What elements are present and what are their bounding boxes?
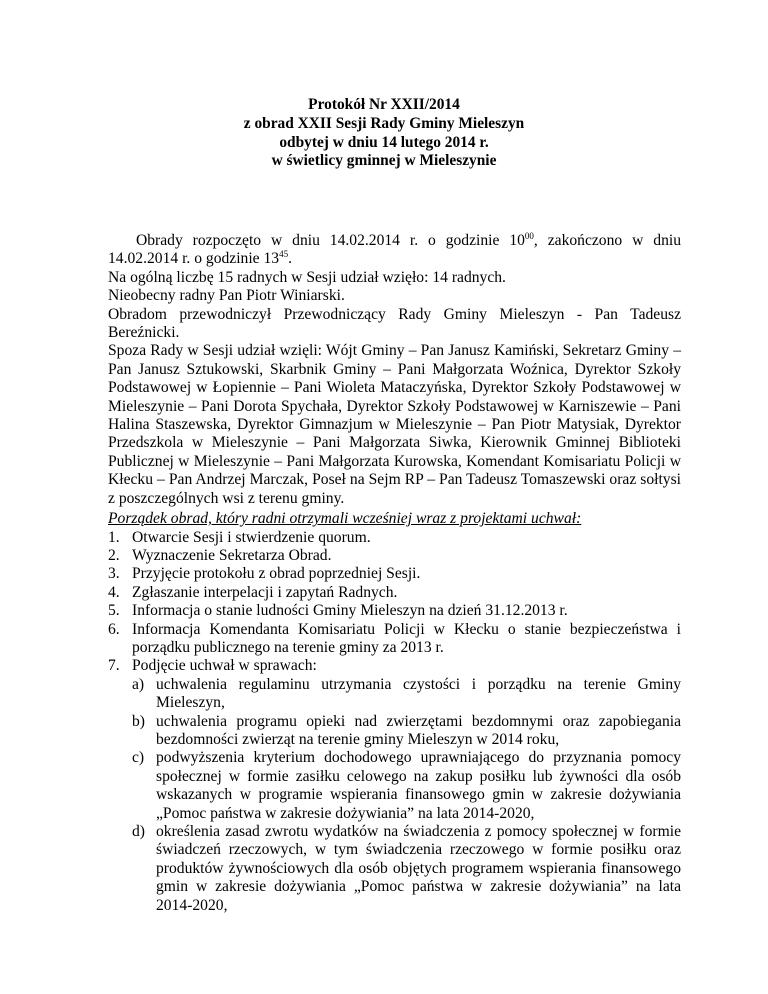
- agenda-item: 4. Zgłaszanie interpelacji i zapytań Radnych.: [108, 583, 398, 601]
- agenda-item: 6. Informacja Komendanta Komisariatu Policji w Kłecku o stanie bezpieczeństwa i porządku publicznego na terenie gminy za 2013 r.: [108, 620, 681, 656]
- title-line-3: odbytej w dniu 14 lutego 2014 r.: [279, 133, 489, 151]
- document-body: [108, 232, 681, 915]
- resolution-subitem: b) uchwalenia programu opieki nad zwierzętami bezdomnymi oraz zapobiegania bezdomności zwierząt na terenie gminy Mieleszyn w 2014 roku,: [132, 712, 681, 748]
- absence-paragraph: Nieobecny radny Pan Piotr Winiarski.: [108, 287, 345, 305]
- agenda-item: 1. Otwarcie Sesji i stwierdzenie quorum.: [108, 528, 371, 546]
- resolution-subitem: a) uchwalenia regulaminu utrzymania czystości i porządku na terenie Gminy Mieleszyn,: [132, 675, 681, 712]
- start-minutes: 00: [524, 231, 534, 241]
- resolution-sublist: [132, 676, 681, 915]
- title-line-2: z obrad XXII Sesji Rady Gminy Mieleszyn: [243, 114, 525, 132]
- agenda-item: 2. Wyznaczenie Sekretarza Obrad.: [108, 546, 332, 564]
- agenda-item: 3. Przyjęcie protokołu z obrad poprzedniej Sesji.: [108, 565, 421, 583]
- agenda-item: 7. Podjęcie uchwał w sprawach: a) uchwalenia regulaminu utrzymania czystości i porządku na terenie Gminy Mieleszyn, b) uchwalenia programu opieki nad zwierzętami bezdomnymi oraz zapobiegania bezdomności zwierząt na terenie gminy Mieleszyn w 2014 roku, c) podwyższenia kryterium dochodowego uprawniającego do przyznania pomocy społecznej w formie zasiłku celowego na zakup posiłku lub żywności dla osób wskazanych w programie wspierania finansowego gmin w zakresie dożywiania „Pomoc państwa w zakresie dożywiania” na lata 2014-2020, d) określenia zasad zwrotu wydatków na świadczenia z pomocy społecznej w formie świadczeń rzeczowych, w tym świadczenia rzeczowego w formie posiłku oraz produktów żywnościowych dla osób objętych programem wspierania finansowego gmin w zakresie dożywiania „Pomoc państwa w zakresie dożywiania” na lata 2014-2020,: [108, 657, 681, 914]
- title-line-4: w świetlicy gminnej w Mieleszynie: [271, 152, 497, 170]
- title-line-1: Protokół Nr XXII/2014: [308, 96, 460, 113]
- guests-paragraph: Spoza Rady w Sesji udział wzięli: Wójt Gminy – Pan Janusz Kamiński, Sekretarz Gminy – Pan Janusz Sztukowski, Skarbnik Gminy – Pani Małgorzata Woźnica, Dyrektor Szkoły Podstawowej w Łopiennie – Pani Wioleta Mataczyńska, Dyrektor Szkoły Podstawowej w Mieleszynie – Pani Dorota Spychała, Dyrektor Szkoły Podstawowej w Karniszewie – Pani Halina Staszewska, Dyrektor Gimnazjum w Mieleszynie – Pan Piotr Matysiak, Dyrektor Przedszkola w Mieleszynie – Pani Małgorzata Siwka, Kierownik Gminnej Biblioteki Publicznej w Mieleszynie – Pani Małgorzata Kurowska, Komendant Komisariatu Policji w Kłecku – Pan Andrzej Marczak, Poseł na Sejm RP – Pan Tadeusz Tomaszewski oraz sołtysi z poszczególnych wsi z terenu gminy.: [108, 342, 681, 507]
- document-title: [0, 96, 768, 171]
- chair-paragraph: Obradom przewodniczył Przewodniczący Rady Gminy Mieleszyn - Pan Tadeusz Bereźnicki.: [108, 305, 681, 342]
- agenda-heading: Porządek obrad, który radni otrzymali wcześniej wraz z projektami uchwał:: [108, 510, 582, 528]
- end-minutes: 45: [279, 249, 289, 260]
- resolution-subitem: d) określenia zasad zwrotu wydatków na świadczenia z pomocy społecznej w formie świadczeń rzeczowych, w tym świadczenia rzeczowego w formie posiłku oraz produktów żywnościowych dla osób objętych programem wspierania finansowego gmin w zakresie dożywiania „Pomoc państwa w zakresie dożywiania” na lata 2014-2020,: [132, 823, 681, 914]
- opening-paragraph: Obrady rozpoczęto w dniu 14.02.2014 r. o godzinie $10^{00}$, zakończono w dniu 14.02.2014 r. o godzinie $13^{45}$.: [108, 231, 682, 268]
- attendance-paragraph: Na ogólną liczbę 15 radnych w Sesji udział wzięło: 14 radnych.: [108, 268, 506, 286]
- agenda-item: 5. Informacja o stanie ludności Gminy Mieleszyn na dzień 31.12.2013 r.: [108, 602, 568, 620]
- agenda-list: [108, 529, 681, 916]
- resolution-subitem: c) podwyższenia kryterium dochodowego uprawniającego do przyznania pomocy społecznej w formie zasiłku celowego na zakup posiłku lub żywności dla osób wskazanych w programie wspierania finansowego gmin w zakresie dożywiania „Pomoc państwa w zakresie dożywiania” na lata 2014-2020,: [132, 749, 681, 822]
